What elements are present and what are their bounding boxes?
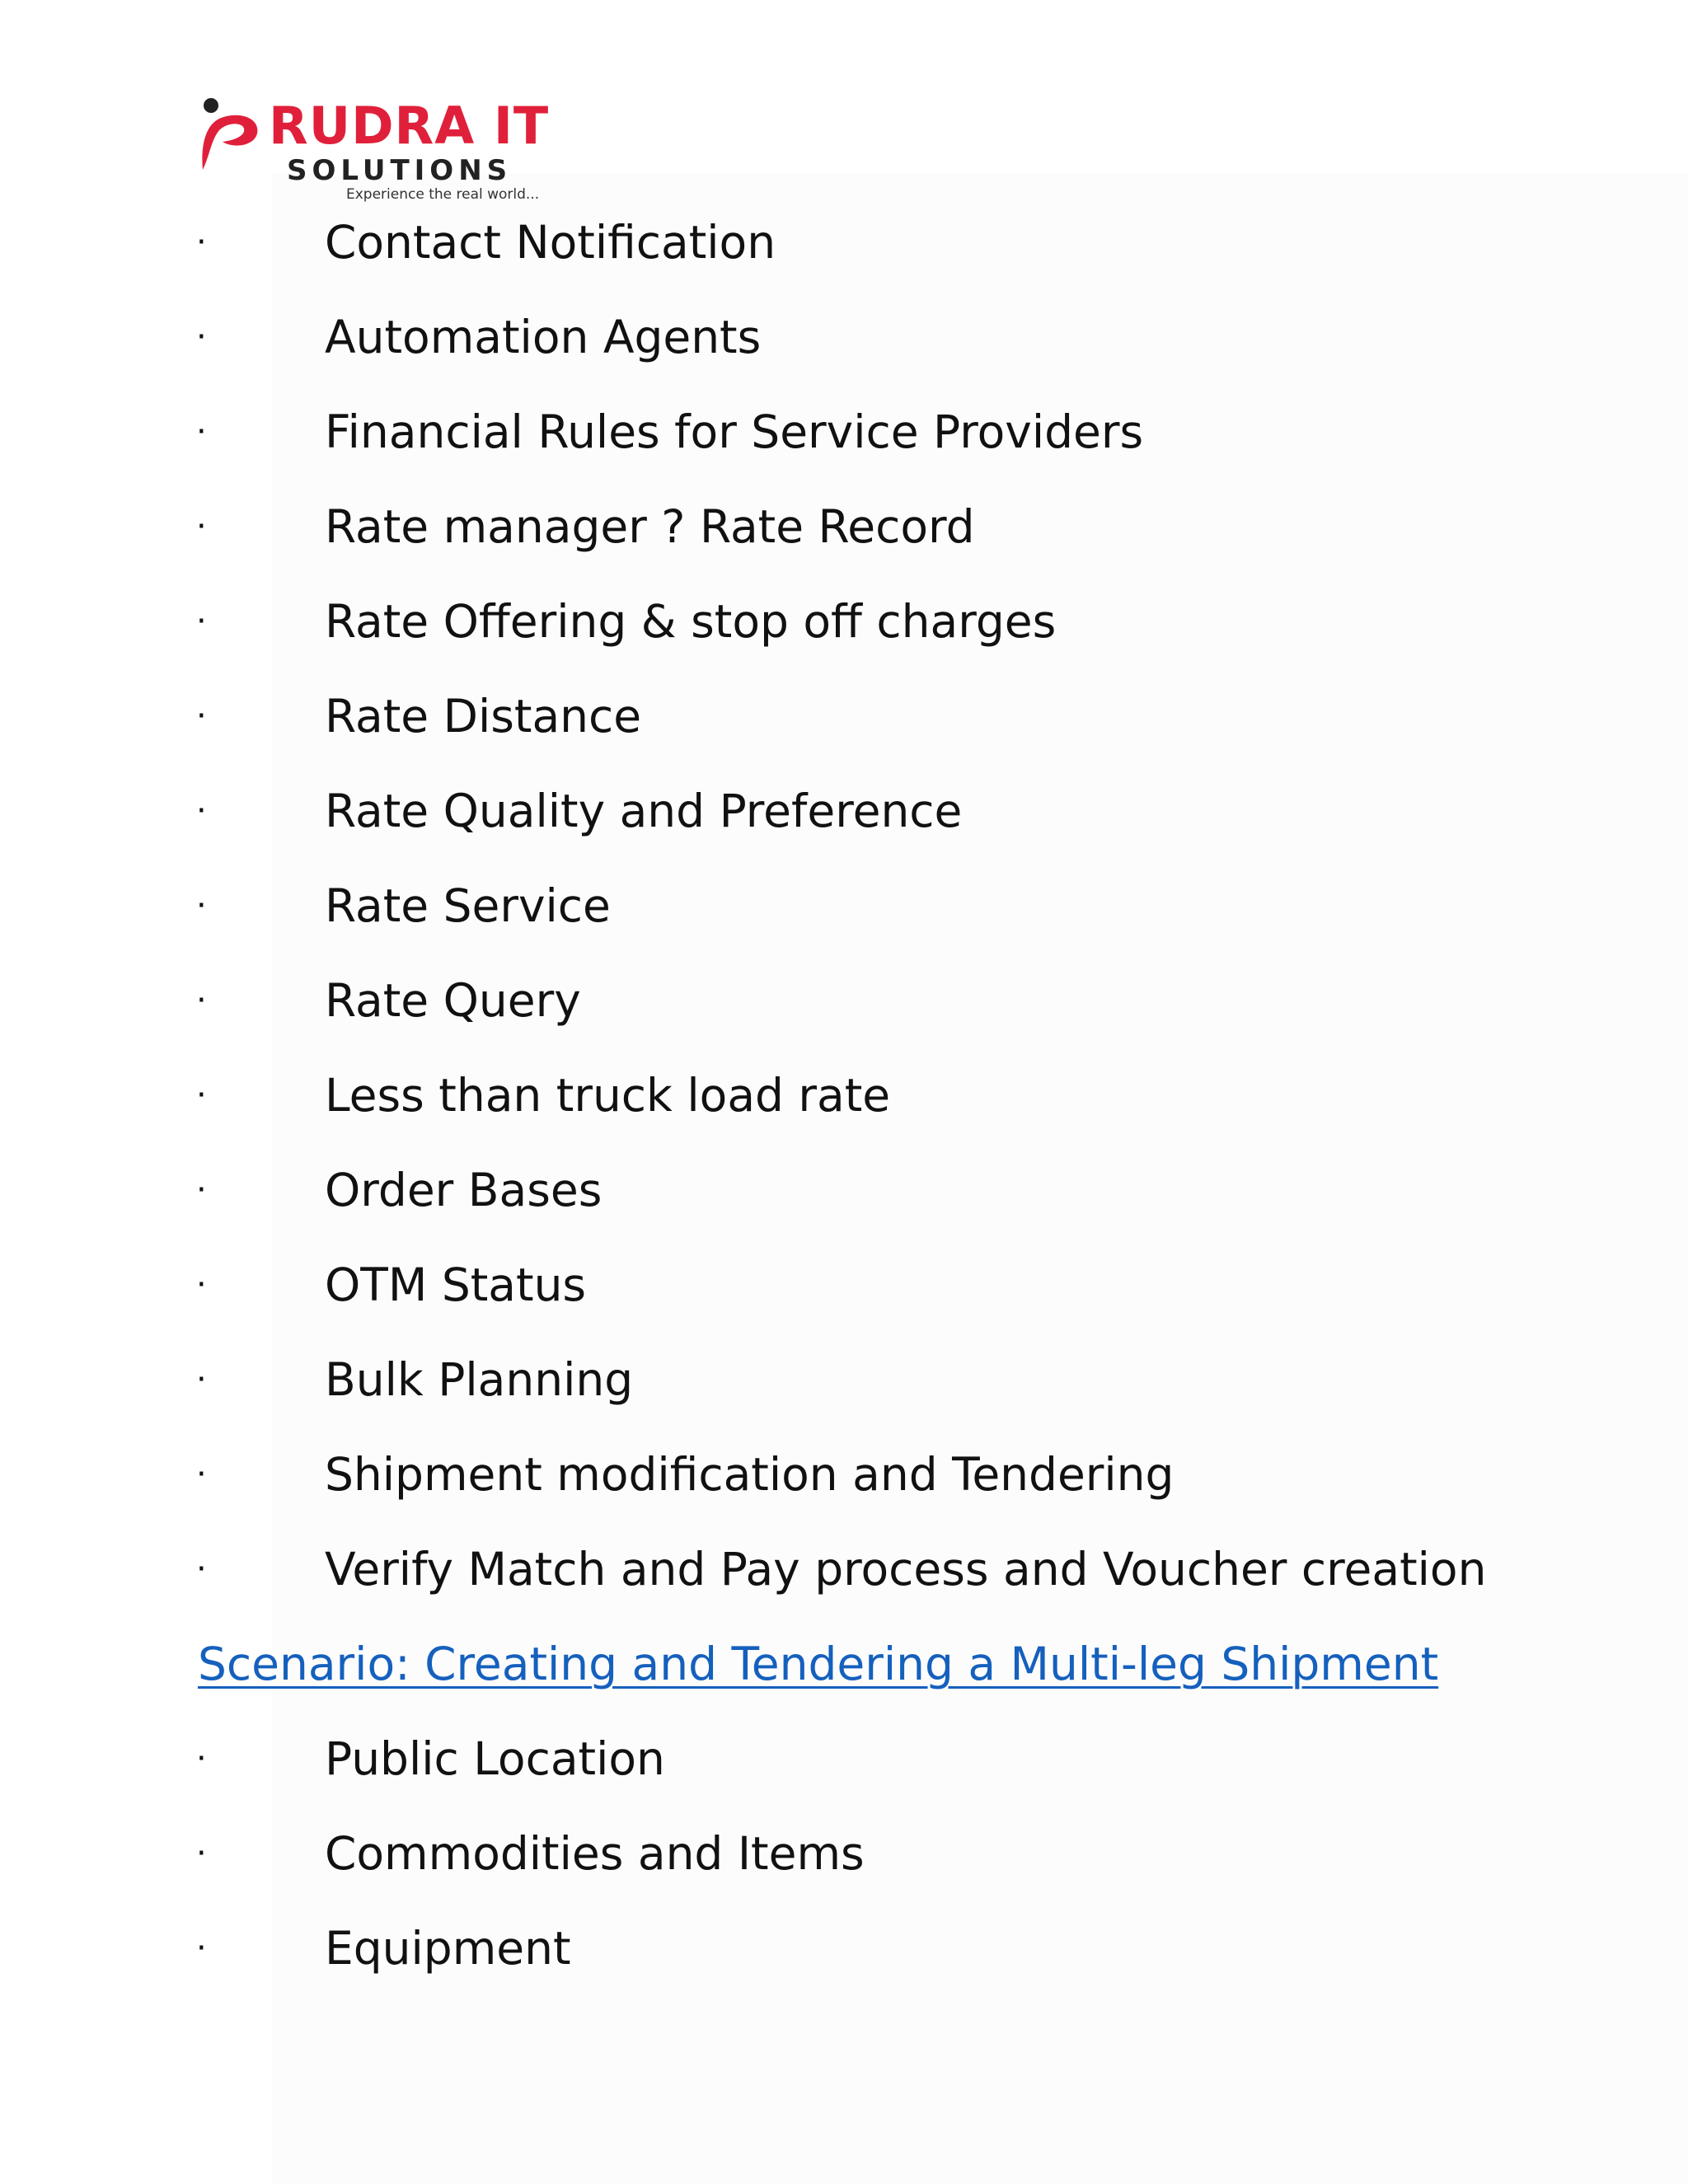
list-item xyxy=(0,1149,1688,1231)
logo-sub-text: SOLUTIONS xyxy=(287,154,513,187)
company-logo xyxy=(195,94,574,209)
bullet: · xyxy=(196,318,207,356)
list-item-text: OTM Status xyxy=(325,1258,587,1311)
list-item-text: Less than truck load rate xyxy=(325,1069,891,1122)
list-item xyxy=(0,201,1688,284)
list-item xyxy=(0,675,1688,757)
list-item-text: Verify Match and Pay process and Voucher creation xyxy=(325,1543,1487,1596)
scenario-heading-row xyxy=(0,1623,1688,1705)
list-item-text: Public Location xyxy=(325,1732,665,1785)
bullet: · xyxy=(196,982,207,1019)
list-item-text: Automation Agents xyxy=(325,311,762,363)
logo-tagline: Experience the real world... xyxy=(346,186,540,203)
bullet: · xyxy=(196,1171,207,1209)
list-item xyxy=(0,580,1688,663)
list-item xyxy=(0,1718,1688,1800)
list-item-text: Contact Notification xyxy=(325,216,776,269)
scenario-link[interactable]: Scenario: Creating and Tendering a Multi-leg Shipment xyxy=(198,1638,1439,1690)
list-item-text: Bulk Planning xyxy=(325,1353,634,1406)
list-item xyxy=(0,1054,1688,1137)
list-item xyxy=(0,959,1688,1042)
list-item-text: Rate Distance xyxy=(325,690,642,743)
bullet: · xyxy=(196,413,207,451)
bullet: · xyxy=(196,1076,207,1114)
list-item-text: Equipment xyxy=(325,1922,571,1975)
list-item-text: Rate Service xyxy=(325,879,611,932)
bullet: · xyxy=(196,1455,207,1493)
list-item xyxy=(0,1338,1688,1421)
list-item xyxy=(0,1907,1688,1990)
bullet: · xyxy=(196,508,207,546)
bullet: · xyxy=(196,887,207,925)
list-item xyxy=(0,1812,1688,1895)
list-item xyxy=(0,1244,1688,1326)
list-item-text: Rate Quality and Preference xyxy=(325,785,963,837)
list-item-text: Order Bases xyxy=(325,1164,603,1216)
list-item-text: Rate Query xyxy=(325,974,581,1027)
list-item xyxy=(0,296,1688,378)
logo-brand-text: RUDRA IT xyxy=(269,96,550,156)
bullet: · xyxy=(196,1740,207,1778)
list-item xyxy=(0,1433,1688,1516)
list-item xyxy=(0,485,1688,568)
list-item xyxy=(0,391,1688,473)
bullet: · xyxy=(196,1835,207,1872)
list-item-text: Rate Offering & stop off charges xyxy=(325,595,1057,648)
bullet: · xyxy=(196,1266,207,1304)
list-item xyxy=(0,865,1688,947)
bullet: · xyxy=(196,697,207,735)
list-item-text: Commodities and Items xyxy=(325,1827,865,1880)
bullet: · xyxy=(196,602,207,640)
bullet: · xyxy=(196,223,207,261)
logo-mark-icon xyxy=(195,94,269,176)
list-item-text: Rate manager ? Rate Record xyxy=(325,500,975,553)
list-item xyxy=(0,770,1688,852)
list-item-text: Shipment modification and Tendering xyxy=(325,1448,1175,1501)
list-item-text: Financial Rules for Service Providers xyxy=(325,405,1144,458)
list-item xyxy=(0,1528,1688,1610)
bullet: · xyxy=(196,1929,207,1967)
bullet: · xyxy=(196,1361,207,1399)
bullet: · xyxy=(196,792,207,830)
bullet: · xyxy=(196,1550,207,1588)
